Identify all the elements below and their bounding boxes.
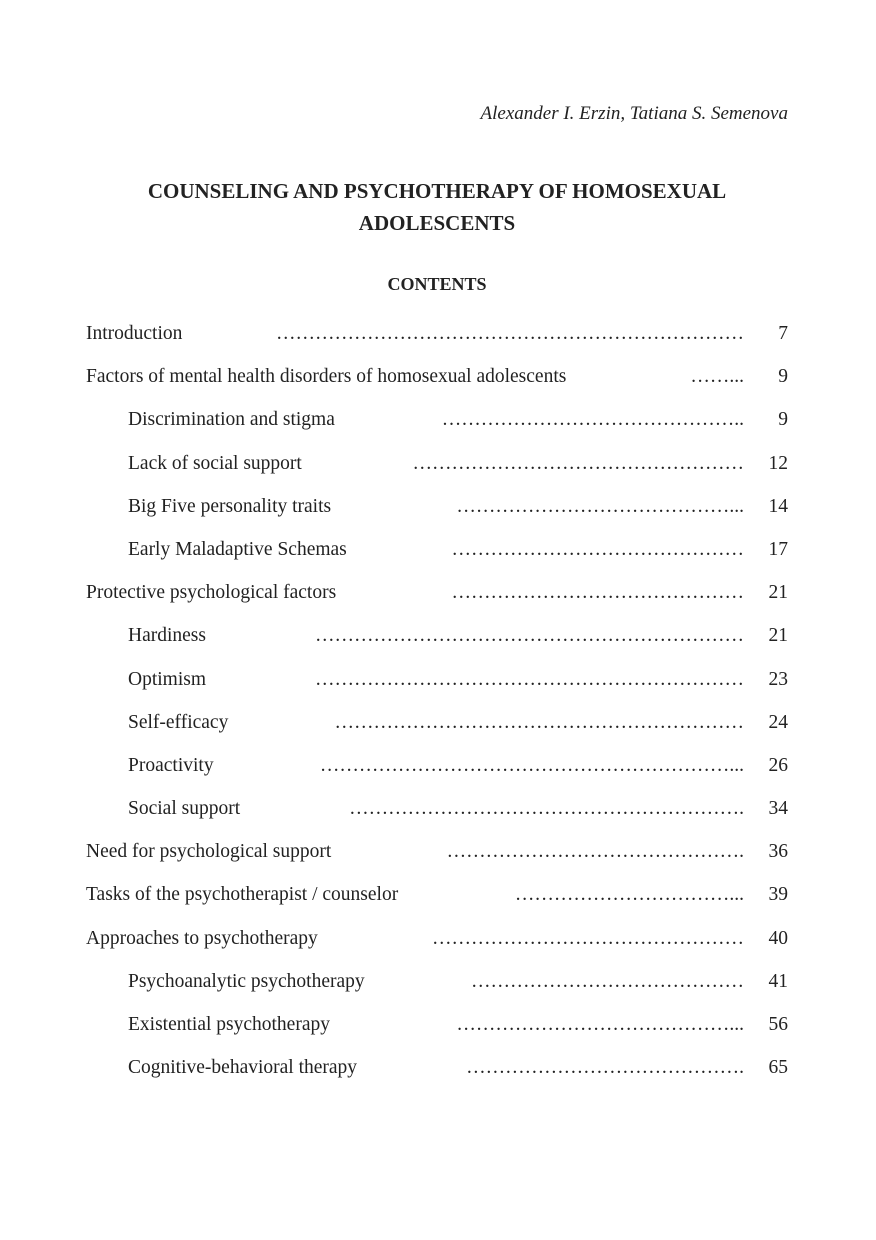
- toc-entry[interactable]: [86, 579, 788, 622]
- toc-entry-label: Factors of mental health disorders of homosexual adolescents: [86, 366, 567, 388]
- toc-entry-leader: ………………………………………………………………: [276, 323, 744, 344]
- toc-entry[interactable]: [86, 795, 788, 838]
- toc-entry-leader: …………………………………………: [432, 927, 744, 949]
- toc-entry-page-number: 41: [768, 970, 788, 992]
- toc-entry-leader: ………………………………………..: [441, 409, 744, 431]
- toc-entry[interactable]: [86, 925, 788, 968]
- toc-entry-page-number: 65: [768, 1057, 788, 1079]
- toc-entry-label: Protective psychological factors: [86, 582, 337, 604]
- book-title-line-2: ADOLESCENTS: [358, 211, 516, 235]
- toc-entry-page-number: 23: [768, 668, 788, 690]
- toc-entry-page-number: 24: [768, 711, 788, 733]
- toc-entry-label: Approaches to psychotherapy: [86, 927, 318, 949]
- toc-entry-label: Cognitive-behavioral therapy: [128, 1057, 358, 1079]
- toc-entry-page-number: 21: [768, 625, 788, 647]
- toc-entry-page-number: 12: [768, 452, 788, 474]
- toc-entry-label: Need for psychological support: [86, 841, 332, 863]
- book-title-line-1: COUNSELING AND PSYCHOTHERAPY OF HOMOSEXUAL: [147, 179, 727, 203]
- toc-entry-leader: ………………………………………………………...: [319, 754, 744, 776]
- toc-entry-page-number: 36: [768, 841, 788, 863]
- toc-entry-leader: ……………………………...: [514, 884, 744, 906]
- toc-entry[interactable]: [86, 709, 788, 752]
- toc-entry[interactable]: [86, 493, 788, 536]
- toc-entry[interactable]: [86, 838, 788, 881]
- toc-entry-leader: …………………………………………………………: [315, 625, 744, 647]
- toc-entry[interactable]: [86, 1011, 788, 1054]
- toc-entry-page-number: 7: [778, 323, 788, 344]
- toc-entry-leader: ……………………………………….: [446, 841, 744, 863]
- toc-entry-page-number: 9: [778, 366, 788, 388]
- toc-entry[interactable]: [86, 320, 788, 363]
- toc-entry[interactable]: [86, 622, 788, 665]
- toc-entry-leader: …………………………………….: [466, 1057, 744, 1079]
- table-of-contents: [86, 320, 788, 1097]
- toc-entry-page-number: 56: [768, 1014, 788, 1035]
- toc-entry-label: Introduction: [86, 323, 183, 344]
- toc-entry-leader: ……………………………………………: [412, 452, 744, 474]
- toc-entry-page-number: 39: [768, 884, 788, 906]
- toc-entry[interactable]: [86, 406, 788, 449]
- toc-entry-page-number: 17: [768, 538, 788, 560]
- book-title: [86, 175, 788, 239]
- toc-entry-label: Early Maladaptive Schemas: [128, 538, 347, 560]
- authors: Alexander I. Erzin, Tatiana S. Semenova: [480, 103, 788, 124]
- toc-entry[interactable]: [86, 536, 788, 579]
- toc-entry-label: Big Five personality traits: [128, 495, 332, 517]
- toc-entry-leader: ………………………………………………………: [334, 711, 744, 733]
- toc-entry-label: Existential psychotherapy: [128, 1014, 330, 1035]
- toc-entry-page-number: 34: [768, 798, 788, 820]
- toc-entry-leader: ……………………………………...: [456, 495, 744, 517]
- toc-entry-leader: …………………………………………………………: [315, 668, 744, 690]
- toc-entry-label: Lack of social support: [128, 452, 302, 474]
- toc-entry-label: Social support: [128, 798, 241, 820]
- toc-entry-leader: ……………………………………...: [456, 1014, 744, 1035]
- toc-entry[interactable]: [86, 666, 788, 709]
- toc-entry-page-number: 26: [768, 754, 788, 776]
- toc-entry[interactable]: [86, 363, 788, 406]
- toc-entry-leader: …………………………………………………….: [349, 798, 744, 820]
- toc-entry-page-number: 9: [778, 409, 788, 431]
- toc-entry[interactable]: [86, 968, 788, 1011]
- toc-entry-page-number: 40: [768, 927, 788, 949]
- toc-entry[interactable]: [86, 881, 788, 924]
- toc-entry[interactable]: [86, 450, 788, 493]
- toc-entry-label: Self-efficacy: [128, 711, 229, 733]
- toc-entry-label: Proactivity: [128, 754, 214, 776]
- toc-entry-label: Tasks of the psychotherapist / counselor: [86, 884, 399, 906]
- toc-entry-page-number: 14: [768, 495, 788, 517]
- toc-entry-label: Hardiness: [128, 625, 206, 647]
- toc-entry-label: Discrimination and stigma: [128, 409, 335, 431]
- toc-entry-leader: ……………………………………: [471, 970, 744, 992]
- toc-entry-leader: ……...: [690, 366, 744, 388]
- toc-entry-page-number: 21: [768, 582, 788, 604]
- toc-entry-leader: ………………………………………: [451, 538, 744, 560]
- toc-entry-label: Psychoanalytic psychotherapy: [128, 970, 365, 992]
- toc-entry-label: Optimism: [128, 668, 207, 690]
- toc-entry[interactable]: [86, 752, 788, 795]
- toc-entry-leader: ………………………………………: [451, 582, 744, 604]
- toc-entry[interactable]: [86, 1054, 788, 1097]
- contents-heading: CONTENTS: [387, 274, 487, 294]
